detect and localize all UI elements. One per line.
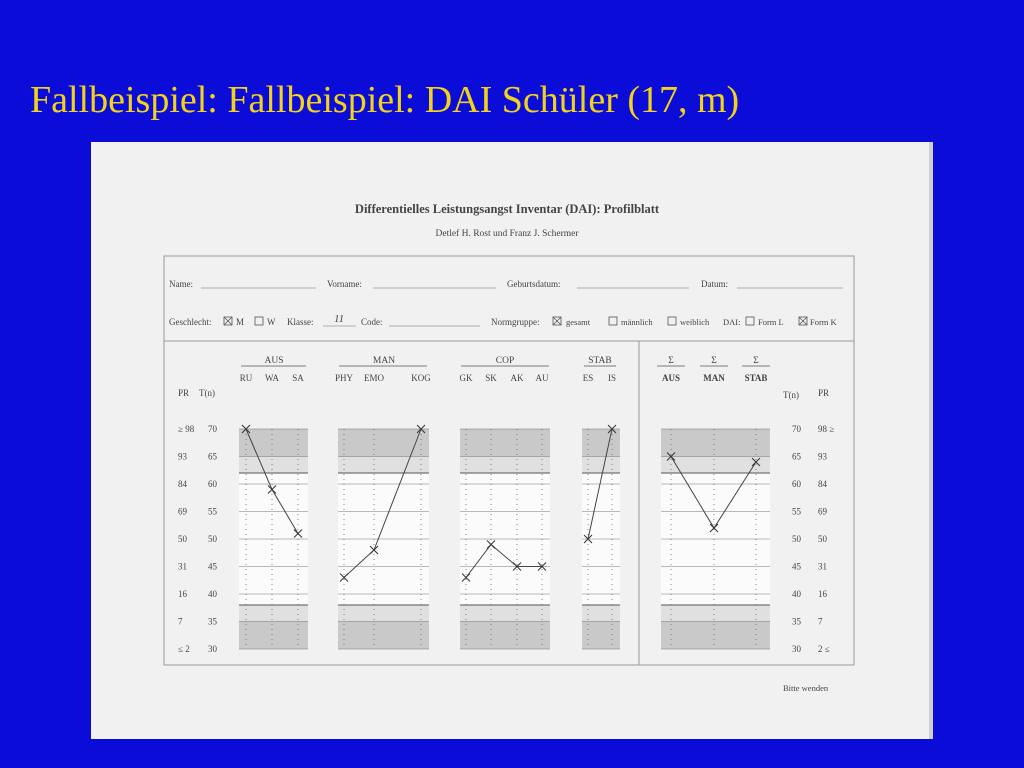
scale-label-ru: RU [239,373,253,383]
right-tn-header: T(n) [783,390,799,400]
right-scale-t: 45 [792,561,801,572]
shade-mid-bottom [338,605,429,622]
left-scale-pr: 16 [178,589,187,599]
klasse-label: Klasse: [287,317,314,327]
checkbox-form-l [746,317,754,325]
scale-label-gk: GK [459,373,473,383]
shade-mid-top [460,457,550,474]
left-scale-pr: 69 [178,506,187,517]
scale-label-es: ES [582,373,594,383]
right-scale-t: 55 [792,506,801,517]
scale-label-ak: AK [510,373,524,383]
datum-label: Datum: [701,279,728,289]
gesamt-label: gesamt [566,317,591,327]
left-scale-t: 55 [208,506,217,517]
name-label: Name: [169,279,193,289]
form-k-label: Form K [810,317,837,327]
right-scale-t: 70 [792,424,801,434]
shade-top [582,429,620,457]
weiblich-label: weiblich [680,317,710,327]
right-scale-t: 30 [792,644,801,654]
left-scale-pr: 31 [178,561,187,572]
shade-mid-top [338,457,429,474]
w-label: W [267,317,276,327]
left-scale-pr: ≥ 98 [178,424,195,434]
maennlich-label: männlich [621,317,653,327]
m-label: M [236,317,245,327]
checkbox-weiblich [668,317,676,325]
right-scale-pr: 16 [818,589,827,599]
right-scale-pr: 7 [818,616,823,627]
form-title: Differentielles Leistungsangst Inventar (DAI): Profilblatt [354,202,660,216]
group-title-man: MAN [372,356,396,366]
scale-label-sa: SA [292,373,304,383]
profile-sheet-drawing [91,142,933,739]
right-scale-pr: 98 ≥ [818,424,835,434]
left-scale-t: 30 [208,644,217,654]
left-scale-pr: 50 [178,534,187,544]
left-scale-t: 50 [208,534,217,544]
sum-label-man: MAN [703,373,725,383]
shade-mid-bottom [661,605,770,622]
right-scale-pr: 69 [818,506,827,517]
sigma-symbol: Σ [668,356,674,366]
group-title-stab: STAB [588,356,612,366]
slide-title: Fallbeispiel: Fallbeispiel: DAI Schüler (17, m) [30,79,740,121]
geburtsdatum-label: Geburtsdatum: [507,279,561,289]
checkbox-maennlich [609,317,617,325]
left-tn-header: T(n) [199,388,215,398]
sum-label-stab: STAB [744,373,768,383]
shade-top [239,429,308,457]
left-scale-pr: 93 [178,451,187,462]
scale-label-phy: PHY [334,373,354,383]
checkmark-form-k [799,317,807,325]
header-box [164,256,854,341]
scale-label-au: AU [535,373,549,383]
scale-label-is: IS [607,373,617,383]
group-title-aus: AUS [264,356,284,366]
normgruppe-label: Normgruppe: [491,317,540,327]
left-scale-t: 65 [208,451,217,462]
right-scale-t: 60 [792,479,801,489]
right-scale-pr: 2 ≤ [818,644,830,654]
left-scale-pr: ≤ 2 [178,644,190,654]
right-scale-pr: 93 [818,451,827,462]
shade-bottom [661,622,770,650]
scale-label-sk: SK [485,373,497,383]
left-scale-t: 40 [208,589,217,599]
left-scale-t: 70 [208,424,217,434]
right-scale-t: 35 [792,616,801,627]
shade-top [661,429,770,457]
right-scale-t: 65 [792,451,801,462]
shade-mid-bottom [460,605,550,622]
left-pr-header: PR [178,388,190,398]
scale-label-kog: KOG [411,373,431,383]
profile-grid [239,429,770,649]
vorname-label: Vorname: [327,279,362,289]
right-scale-pr: 50 [818,534,827,544]
left-scale-t: 35 [208,616,217,627]
geschlecht-label: Geschlecht: [169,317,212,327]
scale-group-headers [240,356,770,383]
left-scale-pr: 7 [178,616,183,627]
left-scale-pr: 84 [178,479,187,489]
right-scale-t: 40 [792,589,801,599]
dai-label: DAI: [723,317,741,327]
group-title-cop: COP [495,356,515,366]
right-scale-pr: 31 [818,561,827,572]
shade-top [460,429,550,457]
right-pr-header: PR [818,388,830,398]
checkbox-w [255,317,263,325]
left-scale-t: 60 [208,479,217,489]
checkmark-gesamt [553,317,561,325]
scanned-profile-sheet [91,142,933,739]
right-scale-t: 50 [792,534,801,544]
code-label: Code: [361,317,383,327]
shade-bottom [338,622,429,650]
klasse-value: 11 [334,313,345,325]
footer-note: Bitte wenden [783,683,829,693]
sum-label-aus: AUS [661,373,681,383]
form-l-label: Form L [758,317,784,327]
form-authors: Detlef H. Rost und Franz J. Schermer [435,229,579,239]
right-scale-pr: 84 [818,479,827,489]
checkmark-m [224,317,232,325]
scale-label-wa: WA [265,373,279,383]
scale-label-emo: EMO [364,373,384,383]
sigma-symbol: Σ [711,356,717,366]
left-scale-t: 45 [208,561,217,572]
shade-bottom [460,622,550,650]
sigma-symbol: Σ [753,356,759,366]
